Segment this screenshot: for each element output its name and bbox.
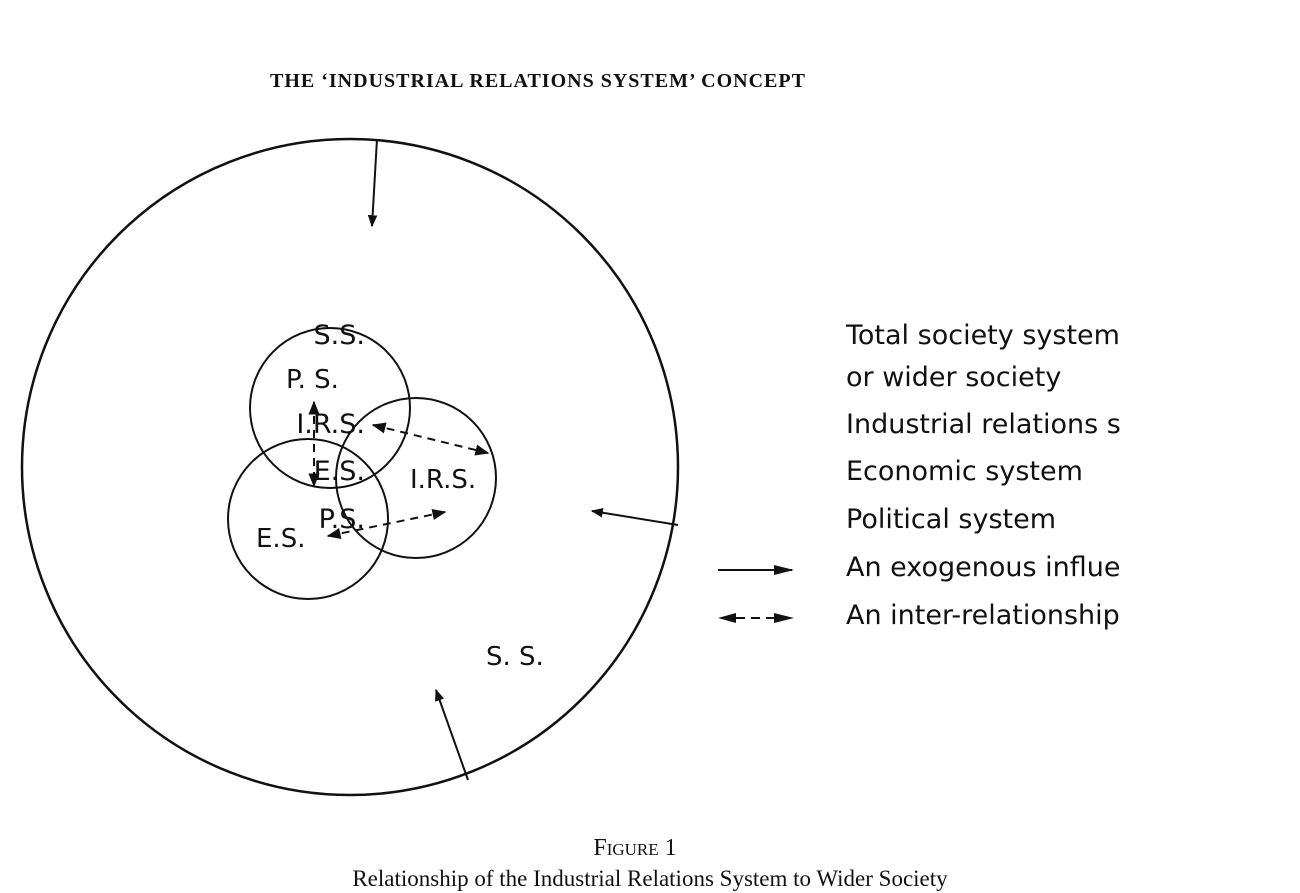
dashed-double-arrow-icon	[716, 608, 796, 628]
figure-caption: Relationship of the Industrial Relations System to Wider Society	[352, 866, 948, 891]
legend-text: or wider society	[846, 362, 1062, 393]
legend-abbr: I.R.S.	[296, 409, 365, 440]
page-header: THE ‘INDUSTRIAL RELATIONS SYSTEM’ CONCEPT	[270, 70, 806, 92]
exogenous-arrow-top	[372, 139, 377, 226]
legend-text: An inter-relationship	[846, 600, 1120, 631]
legend-text: Economic system	[846, 456, 1083, 487]
legend-text: An exogenous influe	[846, 552, 1121, 583]
es-label: E.S.	[256, 524, 306, 554]
ss-label: S. S.	[486, 642, 544, 672]
legend-abbr: P.S.	[318, 504, 365, 535]
legend-abbr: S.S.	[313, 320, 365, 351]
legend-text: Political system	[846, 504, 1057, 535]
irs-label: I.R.S.	[410, 465, 477, 495]
exogenous-arrow-right	[592, 511, 678, 525]
figure-label: Figure 1	[593, 835, 677, 861]
exogenous-arrow-bottom	[436, 690, 468, 780]
interrelationship-ps-irs	[373, 425, 488, 453]
ps-label: P. S.	[286, 365, 339, 395]
solid-arrow-icon	[716, 560, 796, 580]
legend-text: Industrial relations s	[846, 409, 1121, 440]
legend-abbr: E.S.	[313, 456, 365, 487]
legend	[296, 318, 1170, 658]
legend-text: Total society system	[846, 320, 1120, 351]
